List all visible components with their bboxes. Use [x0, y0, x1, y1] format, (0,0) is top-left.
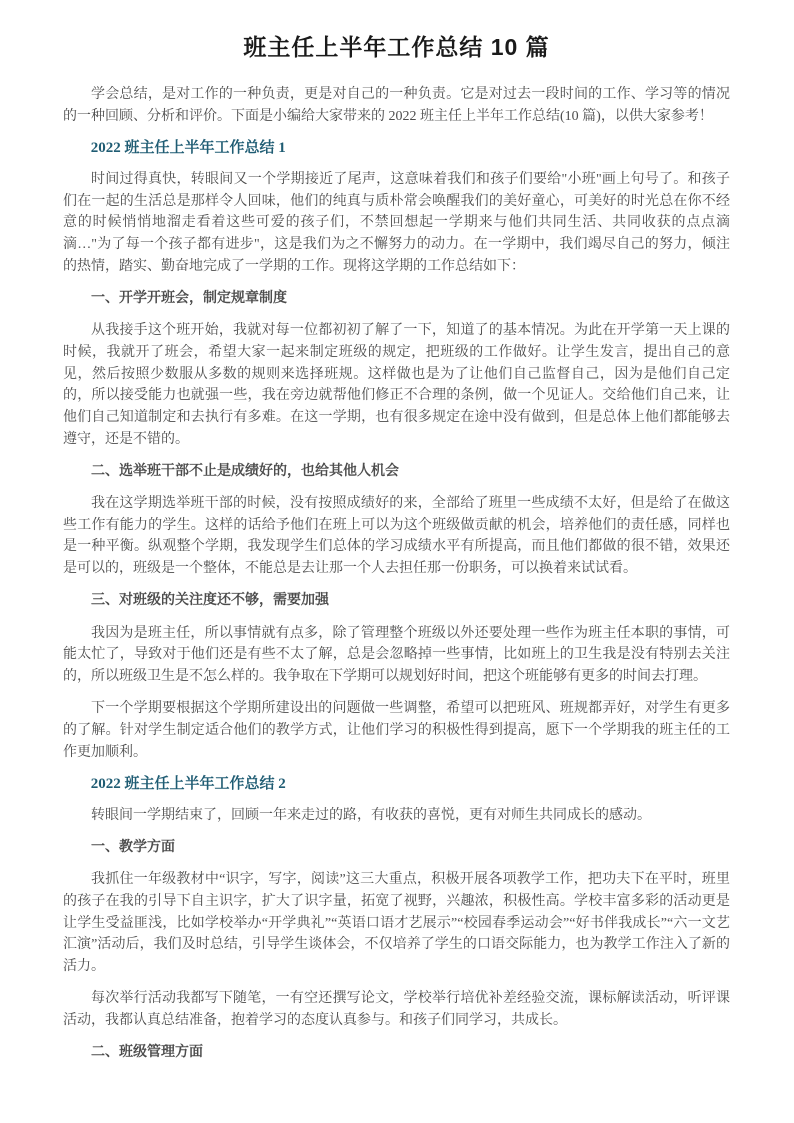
section-2-paragraph-2: 我抓住一年级教材中“识字，写字，阅读”这三大重点，积极开展各项教学工作，把功夫下在平时，班里的孩子在我的引导下自主识字，扩大了识字量，拓宽了视野，兴趣浓，积极性高。学校丰富多彩的活动更是让学生受益匪浅，比如学校举办“开学典礼”“英语口语才艺展示”“校园春季运动会”“好书伴我成长”“六一文艺汇演”活动后，我们及时总结，引导学生谈体会，不仅培养了学生的口语交际能力，也为教学工作注入了新的活力。: [63, 872, 730, 974]
document-title: 班主任上半年工作总结 10 篇: [243, 34, 550, 60]
section-1-paragraph-3: 我在这学期选举班干部的时候，没有按照成绩好的来，全部给了班里一些成绩不太好，但是给了在做这些工作有能力的学生。这样的话给予他们在班上可以为这个班级做贡献的机会，培养他们的责任感，同样也是一种平衡。纵观整个学期，我发现学生们总体的学习成绩水平有所提高，而且他们都做的很不错，效果还是可以的，班级是一个整体，不能总是去让那一个人去担任那一份职务，可以换着来试试看。: [63, 496, 730, 577]
section-1-paragraph-4: 我因为是班主任，所以事情就有点多，除了管理整个班级以外还要处理一些作为班主任本职的事情，可能太忙了，导致对于他们还是有些不太了解，总是会忽略掉一些事情，比如班上的卫生我是没有特别去关注的，所以班级卫生是不怎么样的。我争取在下学期可以规划好时间，把这个班能够有更多的时间去打理。: [63, 625, 730, 684]
section-2-heading: 2022 班主任上半年工作总结 2: [90, 775, 286, 792]
section-1-subheading-3: 三、对班级的关注度还不够，需要加强: [91, 593, 329, 609]
section-2-subheading-2: 二、班级管理方面: [91, 1045, 203, 1061]
section-1-heading: 2022 班主任上半年工作总结 1: [90, 139, 286, 156]
section-1-subheading-2: 二、选举班干部不止是成绩好的，也给其他人机会: [91, 463, 399, 479]
section-1-paragraph-2: 从我接手这个班开始，我就对每一位都初初了解了一下，知道了的基本情况。为此在开学第一天上课的时候，我就开了班会，希望大家一起来制定班级的规定，把班级的工作做好。让学生发言，提出自己的意见，然后按照少数服从多数的规则来选择班规。这样做也是为了让他们自己监督自己，因为是他们自己定的，所以接受能力也就强一些，我在旁边就帮他们修正不合理的条例，做一个见证人。交给他们自己来，让他们自己知道制定和去执行有多难。在这一学期，也有很多规定在途中没有做到，但是总体上他们都能够去遵守，还是不错的。: [63, 323, 730, 447]
section-1-paragraph-5: 下一个学期要根据这个学期所建设出的问题做一些调整，希望可以把班风、班规都弄好，对学生有更多的了解。针对学生制定适合他们的教学方式，让他们学习的积极性得到提高，愿下一个学期我的班主任的工作更加顺利。: [63, 701, 730, 760]
intro-paragraph: 学会总结，是对工作的一种负责，更是对自己的一种负责。它是对过去一段时间的工作、学习等的情况的一种回顾、分析和评价。下面是小编给大家带来的 2022 班主任上半年工作总结(10 篇)，以供大家参考！: [63, 87, 730, 124]
section-2-subheading-1: 一、教学方面: [91, 839, 175, 855]
section-1-paragraph-1: 时间过得真快，转眼间又一个学期接近了尾声，这意味着我们和孩子们要给"小班"画上句号了。和孩子们在一起的生活总是那样令人回味，他们的纯真与质朴常会唤醒我们的美好童心，可美好的时光总在你不经意的时候悄悄地溜走看着这些可爱的孩子们，不禁回想起一学期来与他们共同生活、共同收获的点点滴滴…"为了每一个孩子都有进步"，这是我们为之不懈努力的动力。在一学期中，我们竭尽自己的努力，倾注的热情，踏实、勤奋地完成了一学期的工作。现将这学期的工作总结如下：: [63, 171, 730, 274]
section-2-paragraph-1: 转眼间一学期结束了，回顾一年来走过的路，有收获的喜悦，更有对师生共同成长的感动。: [91, 807, 651, 823]
section-1-subheading-1: 一、开学开班会，制定规章制度: [91, 290, 287, 306]
section-2-paragraph-3: 每次举行活动我都写下随笔，一有空还撰写论文，学校举行培优补差经验交流，课标解读活动，听评课活动，我都认真总结准备，抱着学习的态度认真参与。和孩子们同学习，共成长。: [63, 991, 730, 1028]
